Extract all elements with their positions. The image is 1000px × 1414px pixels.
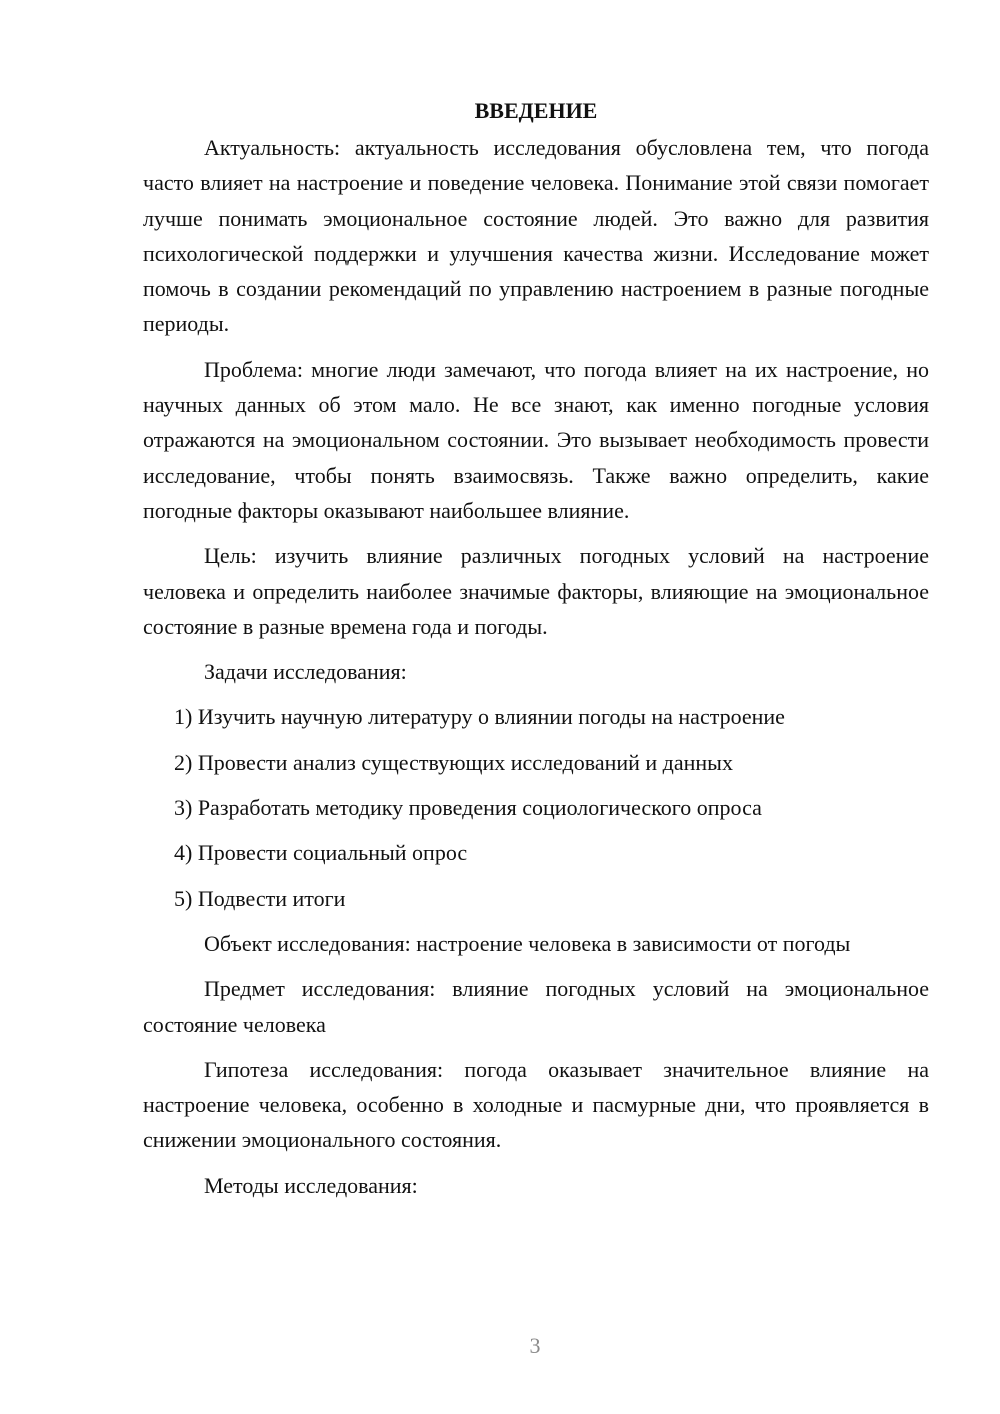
methods-label: Методы исследования:: [204, 1172, 418, 1198]
task-item: 3) Разработать методику проведения социологического опроса: [174, 795, 762, 821]
task-item: 5) Подвести итоги: [174, 885, 346, 911]
task-item: 2) Провести анализ существующих исследований и данных: [174, 749, 733, 775]
tasks-list: [143, 699, 929, 915]
hypothesis-paragraph: Гипотеза исследования: погода оказывает значительное влияние на настроение человека, особенно в холодные и пасмурные дни, что проявляется в снижении эмоционального состояния.: [143, 1056, 929, 1153]
problem-paragraph: Проблема: многие люди замечают, что погода влияет на их настроение, но научных данных об этом мало. Не все знают, как именно погодные условия отражаются на эмоциональном состоянии. Это вызывает необходимость провести исследование, чтобы понять взаимосвязь. Также важно определить, какие погодные факторы оказывают наибольшее влияние.: [143, 356, 929, 523]
goal-paragraph: Цель: изучить влияние различных погодных условий на настроение человека и определить наиболее значимые факторы, влияющие на эмоциональное состояние в разные времена года и погоды.: [143, 543, 929, 639]
relevance-paragraph: Актуальность: актуальность исследования обусловлена тем, что погода часто влияет на настроение и поведение человека. Понимание этой связи помогает лучше понимать эмоциональное состояние людей. Это важно для развития психологической поддержки и улучшения качества жизни. Исследование может помочь в создании рекомендаций по управлению настроением в разные погодные периоды.: [143, 135, 929, 337]
object-paragraph: Объект исследования: настроение человека в зависимости от погоды: [204, 930, 851, 956]
page-number: 3: [529, 1333, 541, 1358]
page-title: ВВЕДЕНИЕ: [474, 98, 598, 123]
task-item: 4) Провести социальный опрос: [174, 840, 468, 866]
page-content: [143, 94, 929, 1213]
task-item: 1) Изучить научную литературу о влиянии погоды на настроение: [174, 704, 785, 730]
subject-paragraph: Предмет исследования: влияние погодных условий на эмоциональное состояние человека: [143, 976, 929, 1037]
tasks-label: Задачи исследования:: [204, 659, 407, 685]
